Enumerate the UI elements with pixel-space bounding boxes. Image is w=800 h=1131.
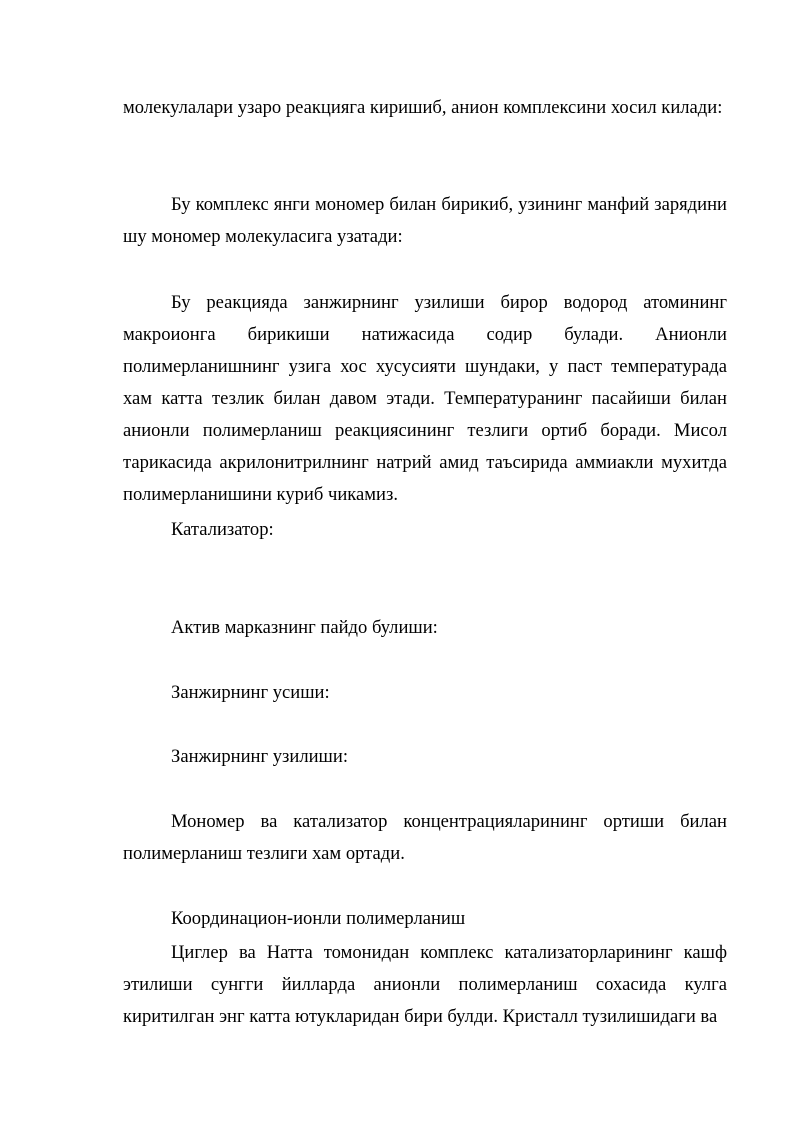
- paragraph-concentration: Мономер ва катализатор концентрацияларининг ортиши билан полимерланиш тезлиги хам ортади.: [123, 811, 727, 864]
- paragraph-complex-charge-transfer: Бу комплекс янги мономер билан бирикиб, узининг манфий зарядини шу мономер молекуласига узатади:: [123, 194, 727, 247]
- paragraph-catalyst: Катализатор:: [171, 519, 274, 540]
- paragraph-chain-break: Занжирнинг узилиши:: [171, 746, 348, 767]
- section-heading-coordination: Координацион-ионли полимерланиш: [171, 908, 466, 929]
- paragraph-chain-growth: Занжирнинг усиши:: [171, 682, 330, 703]
- paragraph-chain-termination: Бу реакцияда занжирнинг узилиши бирор водород атомининг макроионга бирикиши натижасида содир булади. Анионли полимерланишнинг узига хос хусусияти шундаки, у паст температурада хам катта тезлик билан давом этади. Температуранинг пасайиши билан анионли полимерланиш реакциясининг тезлиги ортиб боради. Мисол тарикасида акрилонитрилнинг натрий амид таъсирида аммиакли мухитда полимерланишини куриб чикамиз.: [123, 292, 727, 505]
- paragraph-active-center: Актив марказнинг пайдо булиши:: [171, 617, 438, 638]
- paragraph-ziegler-natta: Циглер ва Натта томонидан комплекс катализаторларининг кашф этилиши сунгги йилларда анионли полимерланиш сохасида кулга киритилган энг катта ютукларидан бири булди. Кристалл тузилишидаги ва: [123, 942, 727, 1027]
- paragraph-anion-complex: молекулалари узаро реакцияга киришиб, анион комплексини хосил килади:: [123, 97, 723, 118]
